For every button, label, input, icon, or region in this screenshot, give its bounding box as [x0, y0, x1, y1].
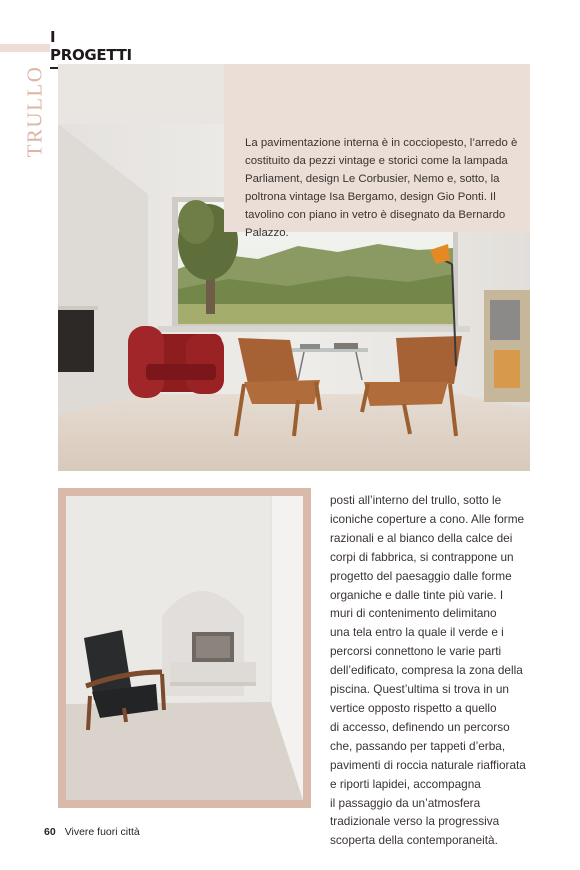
body-line: progetto del paesaggio dalle forme — [330, 568, 512, 583]
body-line: vertice opposto rispetto a quello — [330, 700, 497, 715]
body-line: muri di contenimento delimitano — [330, 606, 497, 621]
body-line: piscina. Quest’ultima si trova in un — [330, 682, 509, 697]
body-line: una tela entro la quale il verde e i — [330, 625, 504, 640]
body-line: di accesso, definendo un percorso — [330, 719, 510, 734]
body-line: tradizionale verso la progressiva — [330, 814, 500, 829]
body-line: corpi di fabbrica, si contrappone un — [330, 549, 514, 564]
body-line: organiche e dalle tinte più varie. I — [330, 587, 504, 602]
page-footer — [44, 826, 140, 838]
body-line: razionali e al bianco della calce dei — [330, 530, 513, 545]
body-line: pavimenti di roccia naturale riaffiorata — [330, 757, 526, 772]
body-line: posti all’interno del trullo, sotto le — [330, 493, 502, 507]
main-interior-photo — [58, 64, 530, 471]
page-number: 60 — [44, 826, 56, 838]
vertical-section-label — [14, 65, 56, 157]
body-line: e riporti lapidei, accompagna — [330, 776, 481, 791]
body-line: il passaggio da un’atmosfera — [330, 795, 481, 810]
red-leather-sofa — [128, 326, 224, 398]
body-line: scoperta della contemporaneità. — [330, 833, 498, 848]
small-photo-frame — [58, 488, 311, 808]
caption-box — [224, 64, 530, 239]
body-line: dell’edificato, compresa la zona della — [330, 663, 523, 678]
page-tab-marker — [0, 44, 50, 52]
photo-caption: La pavimentazione interna è in cocciopesto, l’arredo è costituito da pezzi vintage e storici come la lampada Parliament, design Le Corbusier, Nemo e, sotto, la poltrona vintage Isa Bergamo, design Gio Ponti. Il tavolino con piano in vetro è disegnato da Bernardo Palazzo. — [245, 137, 518, 239]
vertical-label-text: TRULLO — [22, 65, 47, 157]
magazine-name: Vivere fuori città — [64, 826, 140, 838]
article-body — [330, 491, 536, 850]
body-line: iconiche coperture a cono. Alle forme — [330, 511, 525, 526]
body-line: che, passando per tappeti d’erba, — [330, 738, 506, 753]
body-line: percorsi connettono le varie parti — [330, 644, 502, 659]
section-title: I PROGETTI — [50, 28, 136, 69]
small-interior-photo — [66, 496, 303, 800]
